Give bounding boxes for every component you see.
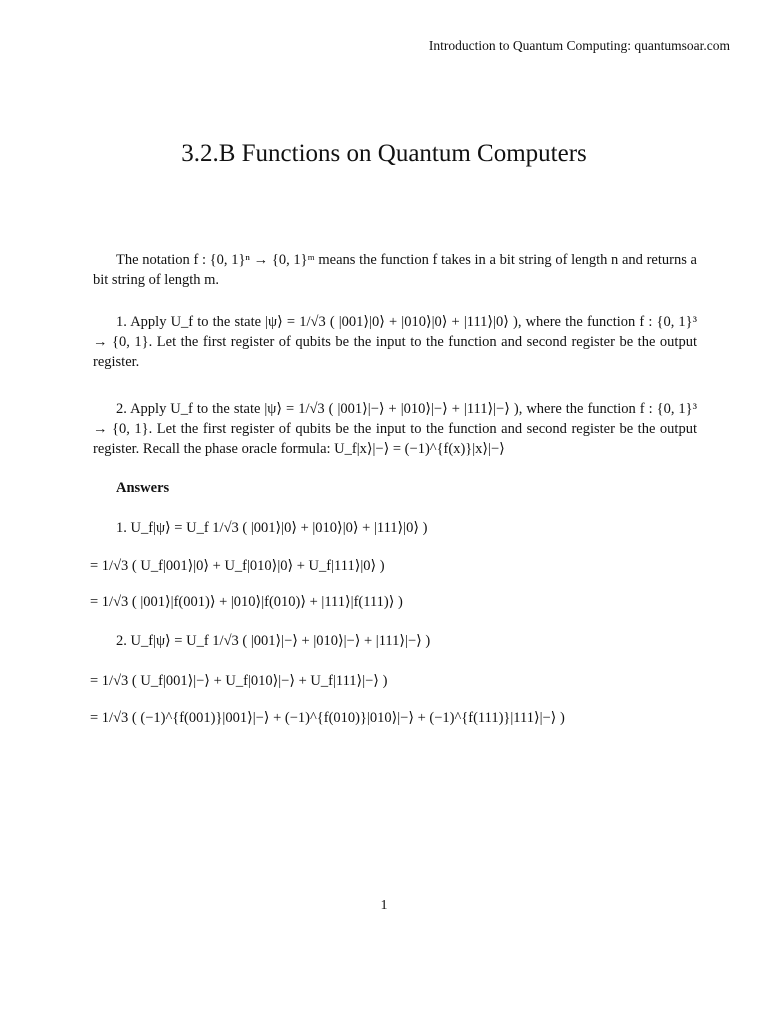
answer-equation-3: = 1/√3 ( |001⟩|f(001)⟩ + |010⟩|f(010)⟩ + |111⟩|f(111)⟩ ) xyxy=(90,594,403,610)
problem-1-text: 1. Apply U_f to the state |ψ⟩ = 1/√3 ( |001⟩|0⟩ + |010⟩|0⟩ + |111⟩|0⟩ ), where the function f : {0, 1}³ → {0, 1}. Let the first register of qubits be the input to the function and second register be the output register. xyxy=(93,314,697,370)
intro-paragraph xyxy=(93,250,697,290)
page-number: 1 xyxy=(380,898,388,913)
problem-2 xyxy=(93,399,697,459)
running-head: Introduction to Quantum Computing: quantumsoar.com xyxy=(428,38,730,53)
answer-equation-1: 1. U_f|ψ⟩ = U_f 1/√3 ( |001⟩|0⟩ + |010⟩|0⟩ + |111⟩|0⟩ ) xyxy=(116,520,428,536)
answer-equation-6: = 1/√3 ( (−1)^{f(001)}|001⟩|−⟩ + (−1)^{f(010)}|010⟩|−⟩ + (−1)^{f(111)}|111⟩|−⟩ ) xyxy=(90,710,565,726)
answer-equation-5: = 1/√3 ( U_f|001⟩|−⟩ + U_f|010⟩|−⟩ + U_f|111⟩|−⟩ ) xyxy=(90,673,388,689)
problem-2-text: 2. Apply U_f to the state |ψ⟩ = 1/√3 ( |001⟩|−⟩ + |010⟩|−⟩ + |111⟩|−⟩ ), where the function f : {0, 1}³ → {0, 1}. Let the first register of qubits be the input to the function and second register be the output register. Recall the phase oracle formula: U_f|x⟩|−⟩ = (−1)^{f(x)}|x⟩|−⟩ xyxy=(93,401,697,457)
answer-equation-2: = 1/√3 ( U_f|001⟩|0⟩ + U_f|010⟩|0⟩ + U_f|111⟩|0⟩ ) xyxy=(90,558,385,574)
page-title: 3.2.B Functions on Quantum Computers xyxy=(181,140,587,167)
problem-1 xyxy=(93,312,697,372)
answer-equation-4: 2. U_f|ψ⟩ = U_f 1/√3 ( |001⟩|−⟩ + |010⟩|−⟩ + |111⟩|−⟩ ) xyxy=(116,633,431,649)
intro-text: The notation f : {0, 1}ⁿ → {0, 1}ᵐ means the function f takes in a bit string of length n and returns a bit string of length m. xyxy=(93,252,697,288)
answers-heading: Answers xyxy=(116,480,170,496)
